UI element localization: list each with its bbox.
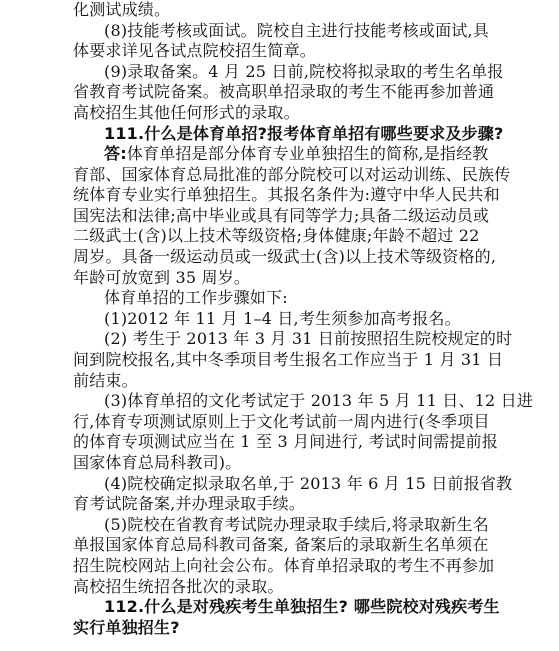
- text-line: 国家体育总局科教司)。: [73, 453, 242, 472]
- text-line: (4)院校确定拟录取名单,于 2013 年 6 月 15 日前报省教: [104, 474, 513, 493]
- question-heading: 112.什么是对残疾考生单独招生? 哪些院校对残疾考生: [104, 597, 500, 616]
- text-line: 省教育考试院备案。被高职单招录取的考生不能再参加普通: [73, 82, 495, 101]
- text-line: 年龄可放宽到 35 周岁。: [73, 268, 251, 287]
- text-line: 周岁。具备一级运动员或一级武士(含)以上技术等级资格的,: [73, 247, 497, 266]
- text-line: 高校招生其他任何形式的录取。: [73, 103, 300, 122]
- text-line: 前结束。: [73, 371, 138, 390]
- text-line: (9)录取备案。4 月 25 日前,院校将拟录取的考生名单报: [104, 62, 504, 81]
- text-line: 育部、国家体育总局批准的部分院校可以对运动训练、民族传: [73, 165, 511, 184]
- text-line: 招生院校网站上向社会公布。体育单招录取的考生不再参加: [73, 556, 495, 575]
- text-line: 统体育专业实行单独招生。其报名条件为:遵守中华人民共和: [73, 185, 500, 204]
- question-heading-cont: 实行单独招生?: [73, 618, 180, 637]
- text-line: 高校招生统招各批次的录取。: [73, 577, 284, 596]
- text-line: (5)院校在省教育考试院办理录取手续后,将录取新生名: [104, 515, 489, 534]
- text-line: (8)技能考核或面试。院校自主进行技能考核或面试,具: [104, 21, 489, 40]
- text-line: (1)2012 年 11 月 1–4 日,考生须参加高考报名。: [104, 309, 461, 328]
- answer-line: 答:体育单招是部分体育专业单独招生的简称,是指经教: [104, 144, 489, 163]
- text-line: 国宪法和法律;高中毕业或具有同等学力;具备二级运动员或: [73, 206, 490, 225]
- answer-label: 答:: [104, 144, 127, 163]
- text-line: 行,体育专项测试原则上于文化考试前一周内进行(冬季项目: [73, 412, 490, 431]
- text-line: 二级武士(含)以上技术等级资格;身体健康;年龄不超过 22: [73, 226, 480, 245]
- text-line: 体要求详见各试点院校招生简章。: [73, 41, 317, 60]
- text-line: 化测试成绩。: [73, 0, 171, 19]
- text-line: 间到院校报名,其中冬季项目考生报名工作应当于 1 月 31 日: [73, 350, 504, 369]
- text-line: 体育单招的工作步骤如下:: [104, 288, 288, 307]
- question-heading: 111.什么是体育单招?报考体育单招有哪些要求及步骤?: [104, 124, 504, 143]
- text-line: 的体育专项测试应当在 1 至 3 月间进行, 考试时间需提前报: [73, 432, 499, 451]
- text-line: (3)体育单招的文化考试定于 2013 年 5 月 11 日、12 日进: [104, 391, 534, 410]
- text-line: 育考试院备案,并办理录取手续。: [73, 494, 306, 513]
- text-line: 单报国家体育总局科教司备案, 备案后的录取新生名单须在: [73, 535, 489, 554]
- text-line: (2) 考生于 2013 年 3 月 31 日前按照招生院校规定的时: [104, 329, 513, 348]
